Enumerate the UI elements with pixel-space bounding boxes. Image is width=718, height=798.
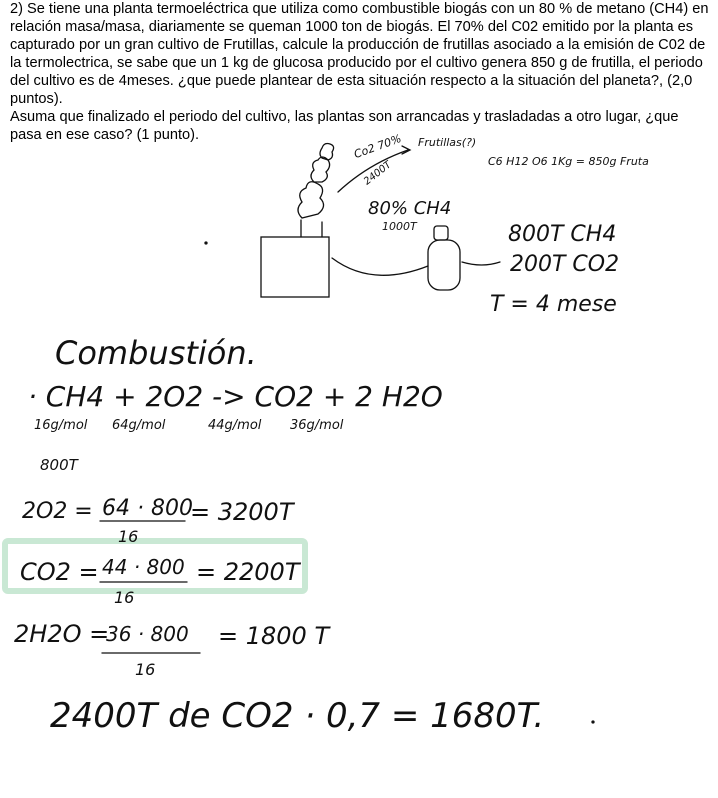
- o2-numerator: 64 · 800: [102, 496, 193, 521]
- label-co2-mass: 200T CO2: [510, 252, 620, 277]
- label-co2-amount: 2400T: [361, 159, 394, 188]
- work-heading: Combustión.: [55, 334, 257, 372]
- co2-label: CO2 =: [20, 558, 99, 586]
- molar-mass-co2: 44g/mol: [208, 418, 262, 433]
- o2-label: 2O2 =: [22, 499, 93, 524]
- plant-box: [261, 237, 329, 297]
- o2-result: = 3200T: [190, 498, 294, 526]
- ch4-mass-note: 800T: [40, 456, 78, 474]
- problem-paragraph-2: Asuma que finalizado el periodo del cultivo, las plantas son arrancadas y trasladadas a otro lugar, ¿que pasa en ese caso? (1 punto).: [10, 109, 679, 143]
- stray-dot: [592, 721, 594, 723]
- label-co2-70: Co2 70%: [352, 131, 404, 162]
- molar-mass-o2: 64g/mol: [112, 418, 166, 433]
- label-period: T = 4 mese: [490, 292, 617, 317]
- label-80-ch4: 80% CH4: [368, 198, 452, 219]
- biogas-tank: [428, 240, 460, 290]
- smoke-cloud-1: [298, 182, 324, 218]
- tank-valve: [434, 226, 448, 240]
- h2o-result: = 1800 T: [218, 622, 330, 650]
- h2o-numerator: 36 · 800: [106, 622, 189, 646]
- label-glucose: C6 H12 O6 1Kg = 850g Fruta: [488, 155, 649, 168]
- molar-mass-ch4: 16g/mol: [34, 418, 88, 433]
- co2-numerator: 44 · 800: [102, 555, 185, 579]
- h2o-label: 2H2O =: [14, 620, 110, 648]
- problem-paragraph-1: 2) Se tiene una planta termoeléctrica que utiliza como combustible biogás con un 80 % de metano (CH4) en relación masa/masa, diariamente se queman 1000 ton de biogás. El 70% del C02 emitido por la planta es capturado por un gran cultivo de Frutillas, calcule la producción de frutillas asociado a la emisión de C02 de la termolectrica, se sabe que un 1 kg de glucosa producido por el cultivo genera 850 g de frutilla, el periodo del cultivo es de 4meses. ¿que puede plantear de esta situación respecto a la situación del planeta?, (2,0 puntos).: [10, 1, 709, 107]
- label-frutillas: Frutillas(?): [418, 136, 477, 149]
- tank-line: [462, 262, 500, 265]
- h2o-denominator: 16: [135, 660, 156, 679]
- smoke-cloud-2: [311, 157, 330, 182]
- co2-arrowhead: [402, 146, 410, 154]
- o2-denominator: 16: [118, 527, 139, 546]
- combustion-equation: · CH4 + 2O2 -> CO2 + 2 H2O: [28, 380, 443, 413]
- co2-result: = 2200T: [196, 558, 300, 586]
- co2-denominator: 16: [114, 588, 135, 607]
- label-biogas-amount: 1000T: [382, 220, 417, 233]
- final-result: 2400T de CO2 · 0,7 = 1680T.: [50, 696, 545, 736]
- label-ch4-mass: 800T CH4: [508, 222, 617, 247]
- pipe-curve: [332, 258, 428, 275]
- molar-mass-h2o: 36g/mol: [290, 418, 344, 433]
- stray-dot: [205, 242, 207, 244]
- smoke-cloud-3: [320, 144, 334, 161]
